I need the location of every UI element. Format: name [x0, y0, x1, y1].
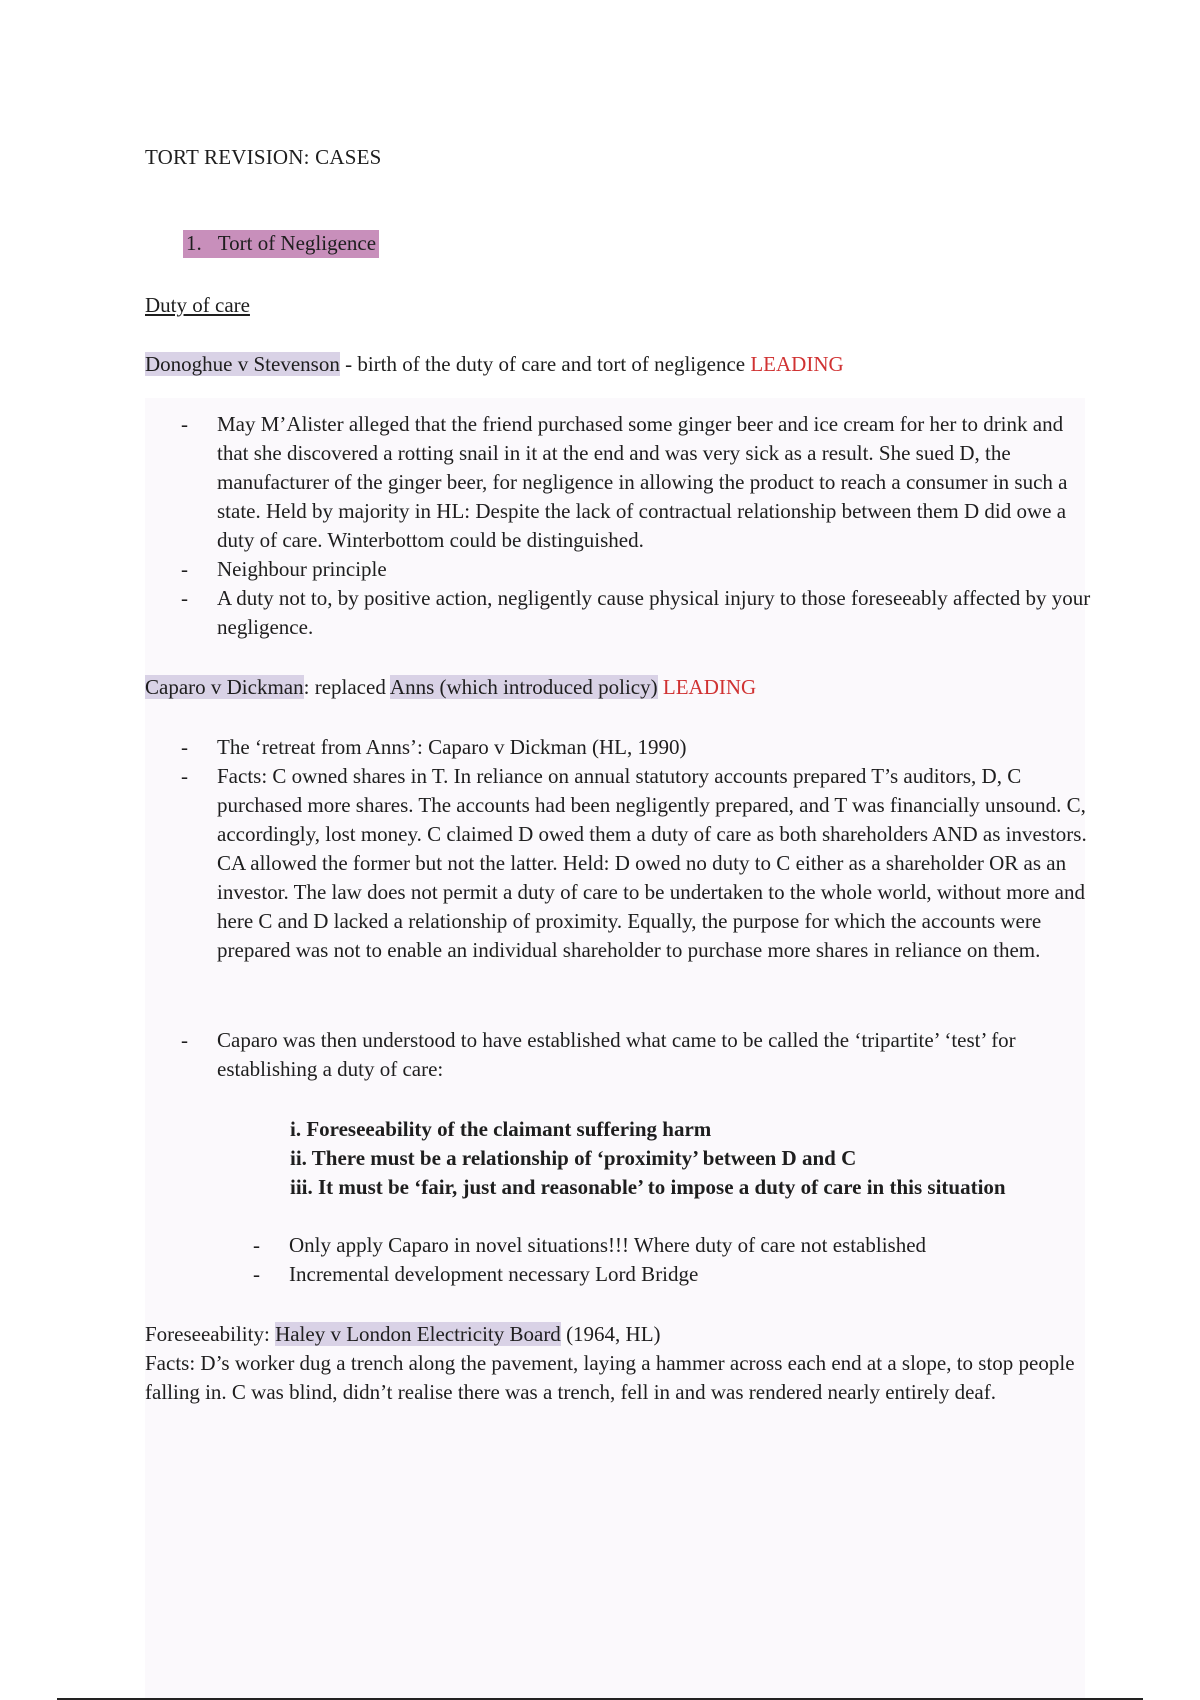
- list-item: - Neighbour principle: [181, 555, 1091, 584]
- list-item: - Only apply Caparo in novel situations!!! Where duty of care not established: [253, 1231, 1083, 1260]
- list-item: - May M’Alister alleged that the friend purchased some ginger beer and ice cream for her to drink and that she discovered a rotting snail in it at the end and was very sick as a result. She sued D, the manufacturer of the ginger beer, for negligence in allowing the product to reach a consumer in such a state. Held by majority in HL: Despite the lack of contractual relationship between them D did owe a duty of care. Winterbottom could be distinguished.: [181, 410, 1091, 555]
- document-title: TORT REVISION: CASES: [145, 145, 382, 169]
- caparo-sub-bullet-list: [253, 1231, 1083, 1289]
- case-name-anns: Anns (which introduced policy): [389, 675, 658, 699]
- case-description: - birth of the duty of care and tort of negligence: [339, 352, 751, 376]
- list-item: - A duty not to, by positive action, negligently cause physical injury to those foreseeably affected by your negligence.: [181, 584, 1091, 642]
- list-item: - Facts: C owned shares in T. In reliance on annual statutory accounts prepared T’s auditors, D, C purchased more shares. The accounts had been negligently prepared, and T was financially unsound. C, accordingly, lost money. C claimed D owed them a duty of care as both shareholders AND as investors. CA allowed the former but not the latter. Held: D owed no duty to C either as a shareholder OR as an investor. The law does not permit a duty of care to be undertaken to the whole world, without more and here C and D lacked a relationship of proximity. Equally, the purpose for which the accounts were prepared was not to enable an individual shareholder to purchase more shares in reliance on them.: [181, 762, 1091, 965]
- case-citation: (1964, HL): [560, 1322, 661, 1346]
- caparo-test-intro-list: [181, 1026, 1091, 1084]
- test-item: i. Foreseeability of the claimant suffering harm: [290, 1117, 712, 1141]
- section-number: 1.: [186, 231, 202, 255]
- subheading-duty-of-care: Duty of care: [145, 293, 250, 317]
- case-name-caparo: Caparo v Dickman: [145, 675, 304, 699]
- section-label: Tort of Negligence: [217, 231, 377, 255]
- case-description: : replaced: [303, 675, 390, 699]
- list-item: - Caparo was then understood to have established what came to be called the ‘tripartite’ ‘test’ for establishing a duty of care:: [181, 1026, 1091, 1084]
- haley-section: [145, 1320, 1085, 1407]
- leading-tag: LEADING: [750, 352, 844, 376]
- test-item: iii. It must be ‘fair, just and reasonable’ to impose a duty of care in this situation: [290, 1175, 1006, 1199]
- caparo-bullet-list: [181, 733, 1091, 965]
- section-heading: [183, 230, 379, 258]
- tripartite-test: [290, 1115, 1006, 1202]
- haley-facts: Facts: D’s worker dug a trench along the pavement, laying a hammer across each end at a slope, to stop people falling in. C was blind, didn’t realise there was a trench, fell in and was rendered nearly entirely deaf.: [145, 1351, 1075, 1404]
- list-item: - Incremental development necessary Lord Bridge: [253, 1260, 1083, 1289]
- case-heading-caparo: [145, 675, 756, 700]
- foreseeability-label: Foreseeability:: [145, 1322, 276, 1346]
- leading-tag: LEADING: [657, 675, 757, 699]
- test-item: ii. There must be a relationship of ‘proximity’ between D and C: [290, 1146, 857, 1170]
- case-name-donoghue: Donoghue v Stevenson: [145, 352, 340, 376]
- donoghue-bullet-list: [181, 410, 1091, 642]
- list-item: - The ‘retreat from Anns’: Caparo v Dickman (HL, 1990): [181, 733, 1091, 762]
- case-heading-donoghue: [145, 352, 844, 377]
- case-name-haley: Haley v London Electricity Board: [275, 1322, 561, 1346]
- case-heading-haley: [145, 1320, 1085, 1349]
